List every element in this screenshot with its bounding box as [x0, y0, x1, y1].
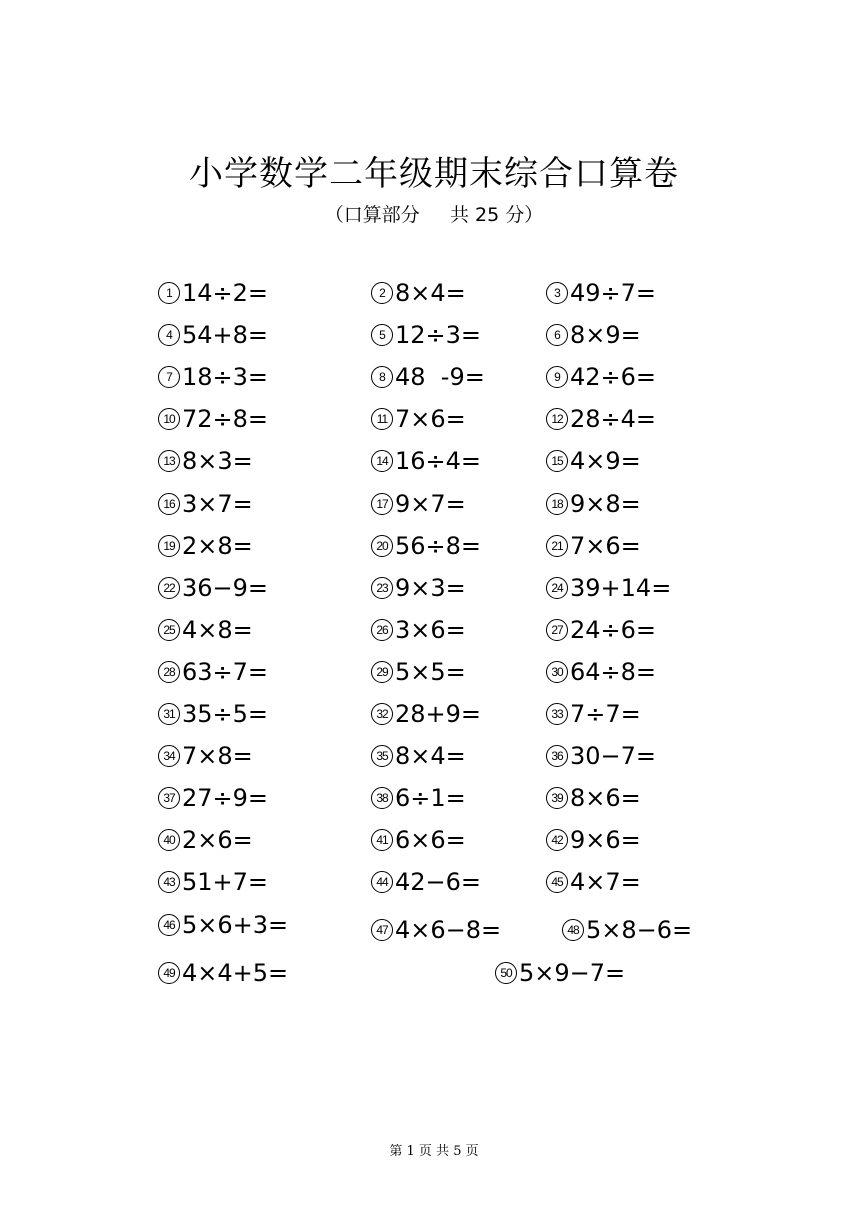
- problem-expression: 4×6−8=: [395, 916, 502, 944]
- problem-number: 6: [546, 324, 568, 346]
- problem-item: [546, 825, 641, 855]
- problem-item: [371, 489, 466, 519]
- problem-expression: 54+8=: [182, 321, 269, 350]
- problem-item: [371, 404, 466, 434]
- problem-expression: 42−6=: [395, 868, 482, 897]
- problem-expression: 9×7=: [395, 489, 466, 518]
- problem-expression: 9×6=: [570, 826, 641, 855]
- problem-item: [546, 531, 641, 561]
- problem-number: 27: [546, 619, 568, 641]
- problem-item: [546, 489, 641, 519]
- problem-item: [562, 915, 692, 945]
- problem-expression: 49÷7=: [570, 279, 657, 307]
- problem-item: [371, 446, 481, 476]
- problem-item: [371, 657, 466, 687]
- problem-expression: 4×7=: [570, 868, 641, 897]
- problem-number: 22: [158, 577, 180, 599]
- problem-expression: 3×7=: [182, 489, 253, 518]
- problem-expression: 4×4+5=: [182, 959, 289, 987]
- problem-item: [371, 362, 485, 392]
- problem-number: 7: [158, 366, 180, 388]
- problem-item: [158, 910, 288, 940]
- problem-expression: 42÷6=: [570, 363, 657, 392]
- problem-item: [546, 615, 656, 645]
- problem-number: 29: [371, 661, 393, 683]
- problem-expression: 64÷8=: [570, 657, 657, 686]
- problem-expression: 7×6=: [570, 531, 641, 560]
- problem-expression: 5×9−7=: [519, 959, 626, 987]
- problem-item: [158, 362, 268, 392]
- problem-number: 19: [158, 535, 180, 557]
- problem-expression: 63÷7=: [182, 657, 269, 686]
- problem-expression: 28+9=: [395, 700, 482, 728]
- problem-number: 9: [546, 366, 568, 388]
- problem-number: 46: [158, 914, 180, 936]
- problem-expression: 28÷4=: [570, 405, 657, 434]
- problem-item: [546, 741, 656, 771]
- problem-expression: 14÷2=: [182, 279, 269, 307]
- problem-expression: 3×6=: [395, 615, 466, 644]
- page-title: 小学数学二年级期末综合口算卷: [189, 154, 679, 194]
- problem-number: 21: [546, 535, 568, 557]
- problem-expression: 12÷3=: [395, 321, 482, 350]
- problem-number: 10: [158, 408, 180, 430]
- problem-item: [546, 446, 641, 476]
- problem-number: 47: [371, 919, 393, 941]
- problem-item: [158, 446, 253, 476]
- problem-item: [371, 741, 466, 771]
- problem-expression: 9×8=: [570, 489, 641, 518]
- problem-item: [371, 867, 481, 897]
- problem-number: 26: [371, 619, 393, 641]
- problem-number: 8: [371, 366, 393, 388]
- problem-expression: 56÷8=: [395, 531, 482, 560]
- problem-number: 34: [158, 745, 180, 767]
- problem-expression: 5×5=: [395, 657, 466, 686]
- problem-number: 2: [371, 282, 393, 304]
- problem-item: [158, 531, 253, 561]
- problem-expression: 51+7=: [182, 868, 269, 897]
- problem-expression: 18÷3=: [182, 363, 269, 392]
- problem-item: [546, 362, 656, 392]
- problem-expression: 7×8=: [182, 742, 253, 771]
- problem-item: [158, 825, 253, 855]
- problem-item: [546, 404, 656, 434]
- problem-number: 30: [546, 661, 568, 683]
- problem-item: [546, 320, 641, 350]
- problem-number: 43: [158, 871, 180, 893]
- problem-expression: 24÷6=: [570, 615, 657, 644]
- problem-number: 1: [158, 282, 180, 304]
- problem-expression: 7÷7=: [570, 700, 641, 728]
- problem-item: [371, 699, 481, 729]
- problem-expression: 4×9=: [570, 447, 641, 476]
- problem-item: [158, 404, 268, 434]
- problem-expression: 8×6=: [570, 784, 641, 813]
- problem-number: 50: [495, 962, 517, 984]
- problem-item: [546, 573, 671, 603]
- problem-number: 35: [371, 745, 393, 767]
- problem-expression: 48 -9=: [395, 363, 485, 392]
- problem-number: 45: [546, 871, 568, 893]
- problem-expression: 2×6=: [182, 826, 253, 855]
- problem-number: 5: [371, 324, 393, 346]
- problem-item: [158, 867, 268, 897]
- problem-number: 33: [546, 703, 568, 725]
- problem-item: [546, 278, 656, 308]
- page-subtitle: （口算部分 共 25 分）: [324, 204, 544, 226]
- problem-number: 4: [158, 324, 180, 346]
- problem-item: [371, 783, 466, 813]
- problem-number: 37: [158, 787, 180, 809]
- problem-number: 13: [158, 450, 180, 472]
- problem-number: 17: [371, 493, 393, 515]
- problem-expression: 35÷5=: [182, 700, 269, 728]
- problem-number: 32: [371, 703, 393, 725]
- problem-number: 3: [546, 282, 568, 304]
- problem-item: [546, 699, 641, 729]
- problem-expression: 2×8=: [182, 531, 253, 560]
- problem-number: 23: [371, 577, 393, 599]
- problem-item: [158, 958, 288, 988]
- problem-item: [371, 615, 466, 645]
- problem-expression: 16÷4=: [395, 447, 482, 476]
- problem-expression: 27÷9=: [182, 784, 269, 813]
- problem-expression: 7×6=: [395, 405, 466, 434]
- problem-expression: 8×9=: [570, 321, 641, 350]
- problem-item: [371, 573, 466, 603]
- problem-number: 12: [546, 408, 568, 430]
- problem-item: [371, 320, 481, 350]
- problem-number: 36: [546, 745, 568, 767]
- problem-number: 14: [371, 450, 393, 472]
- problem-expression: 72÷8=: [182, 405, 269, 434]
- problem-item: [371, 825, 466, 855]
- problem-number: 31: [158, 703, 180, 725]
- problem-item: [158, 657, 268, 687]
- problem-number: 40: [158, 829, 180, 851]
- problem-expression: 4×8=: [182, 615, 253, 644]
- problem-item: [158, 783, 268, 813]
- problem-item: [158, 278, 268, 308]
- problem-expression: 36−9=: [182, 573, 269, 602]
- problem-expression: 30−7=: [570, 742, 657, 771]
- page-footer: 第 1 页 共 5 页: [389, 1144, 479, 1159]
- problem-number: 44: [371, 871, 393, 893]
- problem-expression: 8×3=: [182, 447, 253, 476]
- problem-expression: 6÷1=: [395, 784, 466, 813]
- problem-expression: 5×8−6=: [586, 916, 693, 944]
- problem-number: 20: [371, 535, 393, 557]
- problem-item: [546, 657, 656, 687]
- problem-item: [495, 958, 625, 988]
- problem-number: 42: [546, 829, 568, 851]
- problem-number: 48: [562, 919, 584, 941]
- problem-number: 25: [158, 619, 180, 641]
- problem-item: [158, 699, 268, 729]
- problem-item: [158, 489, 253, 519]
- problem-number: 16: [158, 493, 180, 515]
- problem-number: 11: [371, 408, 393, 430]
- problem-item: [546, 867, 641, 897]
- problem-number: 15: [546, 450, 568, 472]
- problem-item: [158, 741, 253, 771]
- problem-number: 41: [371, 829, 393, 851]
- problem-number: 49: [158, 962, 180, 984]
- problem-number: 39: [546, 787, 568, 809]
- problem-expression: 8×4=: [395, 279, 466, 307]
- problem-number: 38: [371, 787, 393, 809]
- problem-item: [546, 783, 641, 813]
- problem-expression: 5×6+3=: [182, 910, 289, 939]
- problem-item: [371, 278, 466, 308]
- problem-item: [158, 573, 268, 603]
- problem-item: [158, 615, 253, 645]
- problem-expression: 8×4=: [395, 742, 466, 771]
- problem-expression: 6×6=: [395, 826, 466, 855]
- problem-number: 28: [158, 661, 180, 683]
- problem-item: [158, 320, 268, 350]
- problem-number: 24: [546, 577, 568, 599]
- problem-item: [371, 915, 501, 945]
- problem-number: 18: [546, 493, 568, 515]
- problem-item: [371, 531, 481, 561]
- problem-expression: 39+14=: [570, 573, 672, 602]
- problem-expression: 9×3=: [395, 573, 466, 602]
